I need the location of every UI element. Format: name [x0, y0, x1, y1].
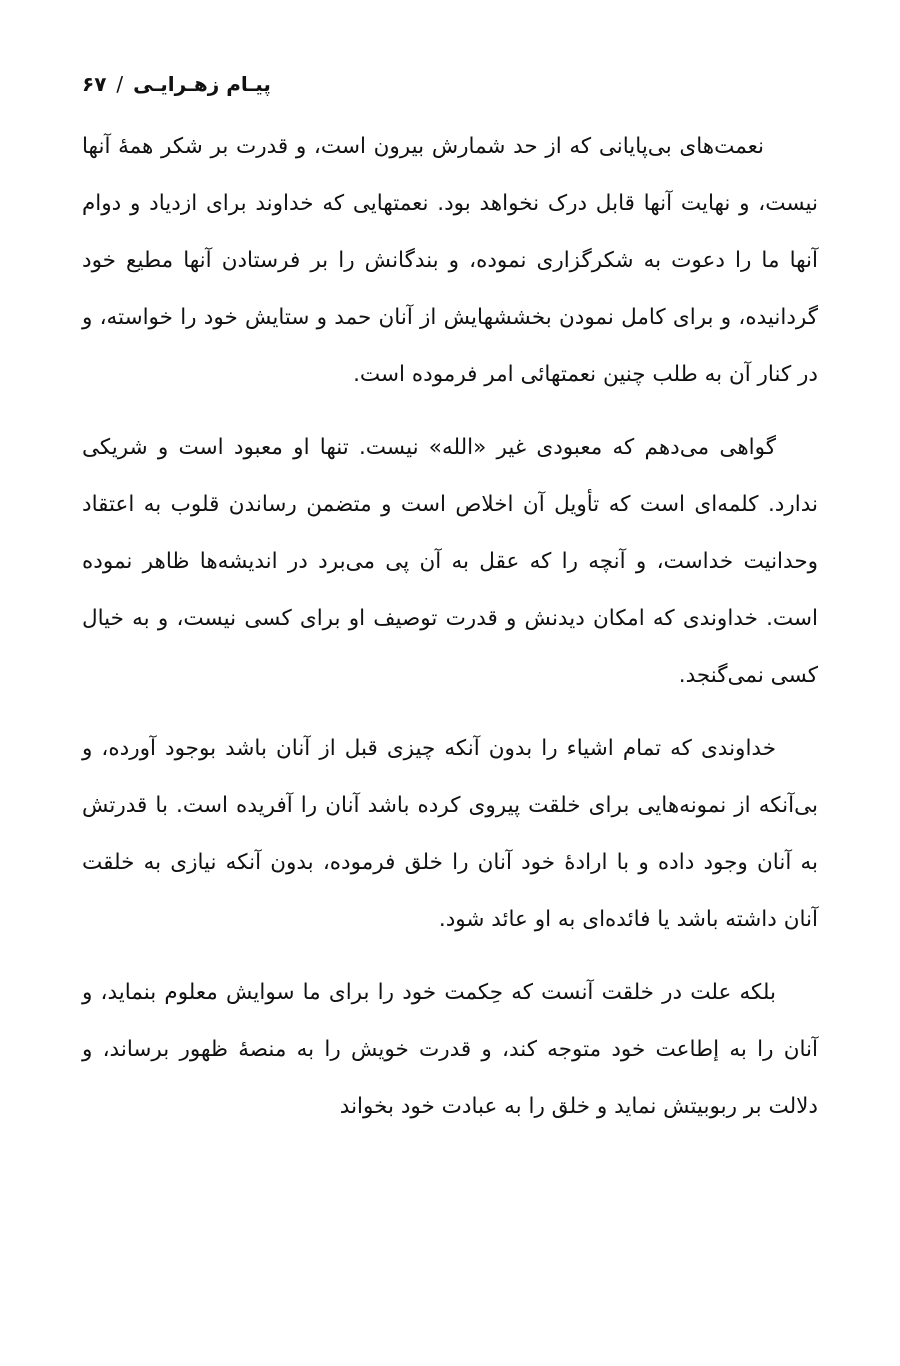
- paragraph: بلکه علت در خلقت آنست که حِکمت خود را برای ما سوایش معلوم بنماید، و آنان را به إطاعت خود متوجه کند، و قدرت خویش را به منصهٔ ظهور برساند، و دلالت بر ربوبیتش نماید و خلق را به عبادت خود بخواند: [82, 980, 818, 1119]
- paragraph: خداوندی که تمام اشیاء را بدون آنکه چیزی قبل از آنان باشد بوجود آورده، و بی‌آنکه از نمونه‌هایی برای خلقت پیروی کرده باشد آنان را آفریده است. با قدرتش به آنان وجود داده و با ارادهٔ خود آنان را خلق فرموده، بدون آنکه نیازی به خلقت آنان داشته باشد یا فائده‌ای به او عائد شود.: [82, 736, 818, 932]
- paragraph: نعمت‌های بی‌پایانی که از حد شمارش بیرون است، و قدرت بر شکر همهٔ آنها نیست، و نهایت آنها قابل درک نخواهد بود. نعمتهایی که خداوند برای ازدیاد و دوام آنها ما را دعوت به شکرگزاری نموده، و بندگانش را بر فرستادن آنها مطیع خود گردانیده، و برای کامل نمودن بخششهایش از آنان حمد و ستایش خود را خواسته، و در کنار آن به طلب چنین نعمتهائی امر فرموده است.: [82, 134, 818, 387]
- page-number: ۶۷: [82, 72, 107, 96]
- header-separator: /: [116, 72, 124, 96]
- running-header: [82, 72, 818, 96]
- book-title: پیـام زهـرایـی: [133, 72, 271, 96]
- paragraph: گواهی می‌دهم که معبودی غیر «الله» نیست. تنها او معبود است و شریکی ندارد. کلمه‌ای است که تأویل آن اخلاص است و متضمن رساندن قلوب به اعتقاد وحدانیت خداست، و آنچه را که عقل به آن پی می‌برد در اندیشه‌ها ظاهر نموده است. خداوندی که امکان دیدنش و قدرت توصیف او برای کسی نیست، و به خیال کسی نمی‌گنجد.: [82, 435, 818, 688]
- page-body: [82, 118, 818, 1151]
